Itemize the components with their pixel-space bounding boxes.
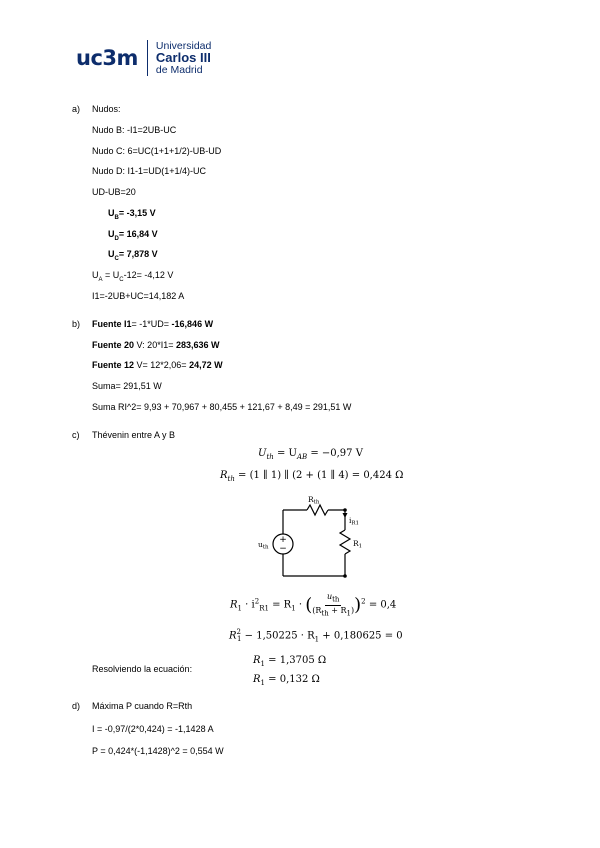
rth-resistor-symbol (307, 505, 328, 515)
current-arrow-icon (343, 513, 348, 518)
ub-result: $U_B= -3,15$ V (108, 208, 156, 221)
university-logo (76, 38, 211, 78)
solution-1: $R_1 = 1,3705$ Ω (253, 655, 327, 668)
node-c-equation: Nudo C: 6=UC(1+1+1/2)-UB-UD (92, 146, 222, 156)
uc-result: $U_C= 7,878$ V (108, 249, 158, 262)
max-power-result: P = 0,424*(-1,1428)^2 = 0,554 W (92, 746, 224, 756)
section-c-label: c) (72, 430, 80, 440)
section-d-label: d) (72, 701, 81, 711)
uth-label: $u_{th}$ (258, 540, 269, 551)
power-equation: $R_1 \cdot i^2_{R1} = R_1$ · ( $\frac{u_{th}}{(R_{th} + R_1)}$ )$^2$ = 0,4 (230, 592, 397, 618)
section-b-label: b) (72, 319, 81, 329)
section-d-title: Máxima P cuando R=Rth (92, 701, 193, 711)
logo-line2: Carlos III (155, 50, 211, 65)
section-c-title: Thévenin entre A y B (92, 430, 176, 440)
logo-divider (147, 40, 148, 76)
minus-sign-icon: − (279, 544, 287, 554)
node-d-equation: Nudo D: I1-1=UD(1+1/4)-UC (92, 166, 207, 176)
uth-equation: $U_{th} = U_{AB} = -0,97$ V (258, 448, 363, 461)
i1-result: I1=-2UB+UC=14,182 A (92, 291, 185, 301)
current-result: I = -0,97/(2*0,424) = -1,1428 A (92, 724, 214, 734)
logo-line3: de Madrid (155, 64, 203, 76)
power-sum: Suma= 291,51 W (92, 381, 162, 391)
node-b-equation: Nudo B: -I1=2UB-UC (92, 125, 177, 135)
solution-2: $R_1 = 0,132$ Ω (253, 674, 320, 687)
ir1-label: $i_{R1}$ (349, 516, 360, 527)
r1-label: $R_1$ (353, 539, 363, 550)
source-12v-power: Fuente 12 V= 12*2,06= 24,72 W (92, 360, 223, 370)
section-a-label: a) (72, 104, 81, 114)
node-dot-b (343, 574, 347, 578)
plus-sign-icon: + (279, 535, 287, 545)
ud-result: $U_D= 16,84$ V (108, 229, 158, 242)
quadratic-equation: $R^2_1 - 1,50225 \cdot R_1 + 0,180625 = 0$ (229, 628, 403, 644)
resolve-label: Resolviendo la ecuación: (92, 664, 193, 674)
rth-label: $R_{th}$ (308, 495, 320, 506)
source-i1-power: Fuente I1= -1*UD= -16,846 W (92, 319, 214, 329)
thevenin-circuit-diagram (255, 492, 375, 582)
ua-result: $U_A = U_C-12= -4,12$ V (92, 270, 174, 283)
node-dot-a (343, 508, 347, 512)
section-a-title: Nudos: (92, 104, 121, 114)
power-sum-ri2: Suma RI^2= 9,93 + 70,967 + 80,455 + 121,67 + 8,49 = 291,51 W (92, 402, 352, 412)
rth-equation: $R_{th} = (1$ ∥ 1) ∥ (2 + (1 ∥ 4) = 0,424 Ω (220, 470, 404, 483)
ud-ub-equation: UD-UB=20 (92, 187, 136, 197)
logo-uc3m: uc3m (76, 46, 138, 70)
r1-resistor-symbol (340, 530, 350, 554)
source-20v-power: Fuente 20 V: 20*I1= 283,636 W (92, 340, 220, 350)
logo-line1: Universidad (155, 40, 212, 52)
